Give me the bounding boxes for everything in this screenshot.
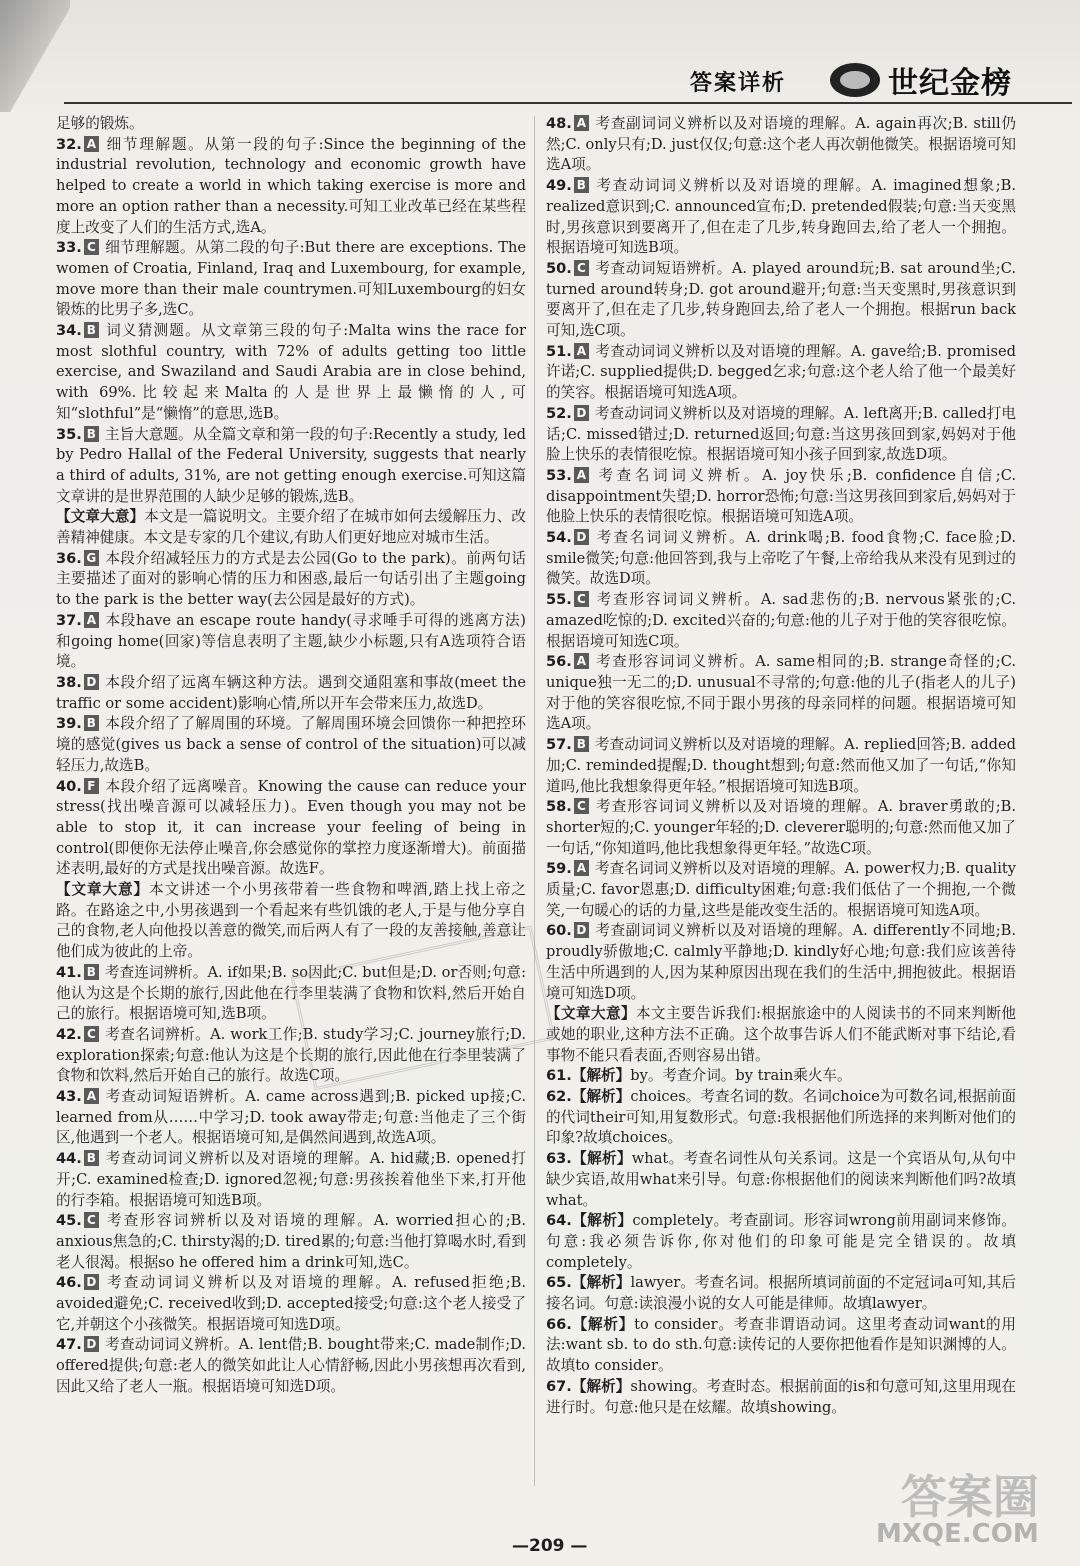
answer-letter-badge: B (574, 736, 589, 752)
answer-letter-badge: C (84, 1026, 99, 1042)
answer-letter-badge: D (574, 405, 589, 421)
analysis-tag: 【解析】 (571, 1150, 632, 1168)
answer-letter-badge: B (84, 1150, 99, 1166)
page-header (0, 0, 1080, 112)
header-rule (64, 102, 1072, 104)
answer-letter-badge: C (574, 591, 589, 607)
answer-letter-badge: G (84, 550, 99, 566)
watermark-top: 答案圈 (900, 1470, 1039, 1524)
explanation-text: completely。考查副词。形容词wrong前用副词来修饰。句意:我必须告诉你,你对他们的印象可能是完全错误的。故填completely。 (546, 1212, 1016, 1271)
answer-item (546, 342, 1016, 404)
answer-letter-badge: D (84, 674, 99, 690)
answer-item (546, 590, 1016, 652)
question-number: 43. (56, 1088, 82, 1106)
answer-item (56, 1335, 526, 1397)
question-number: 41. (56, 963, 82, 981)
explanation-text: 主旨大意题。从全篇文章和第一段的句子:Recently a study, led by Pedro Hallal of the Federal University, suggests that nearly a third of adults, 31%, are not getting enough exercise.可知这篇文章讲的是世界范围的人缺少足够的锻炼,选B。 (56, 425, 526, 505)
explanation-text: 本文讲述一个小男孩带着一些食物和啤酒,踏上找上帝之路。在路途之中,小男孩遇到一个看起来有些饥饿的老人,于是与他分享自己的食物,老人向他投以善意的微笑,而后两人有了一段的友善接触,善意让他们成为彼此的上帝。 (56, 881, 526, 961)
answer-item (56, 549, 526, 611)
answer-item (546, 735, 1016, 797)
answer-item (56, 1087, 526, 1149)
question-number: 45. (56, 1212, 82, 1230)
answer-item (56, 238, 526, 321)
section-tag: 【文章大意】 (56, 508, 145, 526)
watermark-bottom: MXQE.COM (876, 1519, 1039, 1549)
explanation-text: 本段介绍了了解周围的环境。了解周围环境会回馈你一种把控环境的感觉(gives us back a sense of control of the situation)可以减轻压力,故选B。 (56, 715, 526, 774)
answer-item (546, 176, 1016, 259)
question-number: 46. (56, 1274, 82, 1292)
answer-item (546, 1273, 1016, 1314)
question-number: 53. (546, 466, 572, 484)
answer-item (56, 425, 526, 508)
question-number: 50. (546, 259, 572, 277)
question-number: 40. (56, 777, 82, 795)
explanation-text: 考查副词词义辨析以及对语境的理解。A. again再次;B. still仍然;C. only只有;D. just仅仅;句意:这个老人再次朝他微笑。根据语境可知选A项。 (546, 115, 1016, 174)
right-column (546, 114, 1016, 1418)
answer-letter-badge: A (84, 612, 99, 628)
answer-letter-badge: A (84, 1088, 99, 1104)
answer-letter-badge: A (84, 136, 99, 152)
answer-item (546, 114, 1016, 176)
answer-item (56, 1211, 526, 1273)
question-number: 58. (546, 798, 572, 816)
question-number: 48. (546, 115, 572, 132)
explanation-text: 考查动词词义辨析以及对语境的理解。A. imagined想象;B. realized意识到;C. announced宣布;D. pretended假装;句意:当天变黑时,男孩意识到要离开了,但在走了几步,转身跑回去,给了老人一个拥抱。根据语境可知选B项。 (546, 177, 1016, 257)
explanation-text: 考查动词词义辨析以及对语境的理解。A. left离开;B. called打电话;C. missed错过;D. returned返回;句意:当这男孩回到家,妈妈对于他脸上快乐的表情很吃惊。根据语境可知小孩子回到家,故选D项。 (546, 404, 1016, 464)
question-number: 52. (546, 404, 572, 422)
question-number: 65. (546, 1274, 572, 1292)
left-column (56, 114, 526, 1398)
page-corner-fold (0, 0, 70, 112)
summary-item (546, 1004, 1016, 1066)
answer-letter-badge: B (574, 177, 589, 193)
explanation-text: 足够的锻炼。 (56, 115, 144, 132)
answer-item (546, 1377, 1016, 1418)
question-number: 38. (56, 673, 82, 691)
analysis-tag: 【解析】 (571, 1274, 631, 1292)
explanation-text: 考查形容词词义辨析以及对语境的理解。A. braver勇敢的;B. shorter短的;C. younger年轻的;D. cleverer聪明的;句意:然而他又加了一句话,“你知道吗,他比我想象得更年轻。”故选C项。 (546, 798, 1016, 857)
answer-letter-badge: B (84, 964, 99, 980)
answer-item (546, 404, 1016, 466)
explanation-text: 考查名词词义辨析以及对语境的理解。A. power权力;B. quality质量;C. favor恩惠;D. difficulty困难;句意:我们低估了一个拥抱,一个微笑,一句暖心的话的力量,这些是能改变生活的。根据语境可知选A项。 (546, 860, 1016, 919)
explanation-text: 本文主要告诉我们:根据旅途中的人阅读书的不同来判断他或她的职业,这种方法不正确。这个故事告诉人们不能武断对事下结论,看事物不能只看表面,否则容易出错。 (546, 1005, 1016, 1064)
answer-item (546, 921, 1016, 1004)
explanation-text: by。考查介词。by train乘火车。 (630, 1067, 852, 1085)
page-number: —209 — (512, 1536, 588, 1556)
answer-letter-badge: C (574, 260, 589, 276)
answer-letter-badge: C (84, 1212, 99, 1228)
explanation-text: 考查副词词义辨析以及对语境的理解。A. differently不同地;B. proudly骄傲地;C. calmly平静地;D. kindly好心地;句意:我们应该善待生活中所遇到的人,因为某种原因出现在我们的生活中,拥抱彼此。根据语境可知选D项。 (546, 922, 1016, 1002)
answer-item (546, 1149, 1016, 1211)
answer-letter-badge: A (574, 467, 589, 483)
answer-letter-badge: B (84, 426, 99, 442)
analysis-tag: 【解析】 (571, 1067, 631, 1085)
answer-item (546, 859, 1016, 921)
explanation-text: 本文是一篇说明文。主要介绍了在城市如何去缓解压力、改善精神健康。本文是专家的几个建议,有助人们更好地应对城市生活。 (56, 508, 526, 547)
explanation-text: lawyer。考查名词。根据所填词前面的不定冠词a可知,其后接名词。句意:读浪漫小说的女人可能是律师。故填lawyer。 (546, 1274, 1016, 1313)
answer-letter-badge: B (84, 322, 99, 338)
answer-item (56, 673, 526, 714)
question-number: 55. (546, 591, 572, 609)
question-number: 44. (56, 1150, 82, 1168)
explanation-text: 考查形容词词义辨析。A. sad悲伤的;B. nervous紧张的;C. amazed吃惊的;D. excited兴奋的;句意:他的儿子对于他的笑容很吃惊。根据语境可知选C项。 (546, 591, 1016, 650)
explanation-text: 考查名词词义辨析。A. joy快乐;B. confidence自信;C. disappointment失望;D. horror恐怖;句意:当这男孩回到家后,妈妈对于他脸上快乐的表情很吃惊。根据语境可知选A项。 (546, 466, 1016, 526)
header-label: 答案详析 (690, 71, 787, 96)
answer-item (546, 466, 1016, 528)
answer-letter-badge: A (574, 115, 589, 131)
question-number: 39. (56, 715, 82, 733)
answer-item (546, 1066, 1016, 1087)
question-number: 56. (546, 653, 572, 671)
answer-item (546, 1315, 1016, 1377)
brand (830, 58, 1012, 102)
explanation-text: 考查动词词义辨析以及对语境的理解。A. refused拒绝;B. avoided避免;C. received收到;D. accepted接受;句意:这个老人接受了它,并朝这个小孩微笑。根据语境可知选D项。 (56, 1274, 526, 1333)
question-number: 67. (546, 1377, 572, 1395)
question-number: 57. (546, 736, 572, 754)
answer-letter-badge: D (84, 1336, 99, 1352)
answer-item (546, 797, 1016, 859)
explanation-text: choices。考查名词的数。名词choice为可数名词,根据前面的代词their可知,用复数形式。句意:我根据他们所选择的来判断对他们的印象?故填choices。 (546, 1088, 1016, 1147)
summary-item (56, 114, 526, 135)
section-tag: 【文章大意】 (56, 881, 150, 899)
explanation-text: 考查连词辨析。A. if如果;B. so因此;C. but但是;D. or否则;句意:他认为这是个长期的旅行,因此他在行李里装满了食物和饮料,然后开始自己的旅行。根据语境可知,选B项。 (56, 963, 526, 1023)
explanation-text: 本段介绍减轻压力的方式是去公园(Go to the park)。前两句话主要描述了面对的影响心情的压力和困惑,最后一句话引出了主题going to the park is the better way(去公园是最好的方式)。 (56, 549, 526, 609)
question-number: 59. (546, 860, 572, 878)
answer-letter-badge: B (84, 715, 99, 731)
answer-letter-badge: F (84, 778, 99, 794)
explanation-text: 考查名词词义辨析。A. drink喝;B. food食物;C. face脸;D. smile微笑;句意:他回答到,我与上帝吃了午餐,上帝给我从来没有见到过的微笑。故选D项。 (546, 529, 1016, 588)
summary-item (56, 507, 526, 548)
explanation-text: 考查名词辨析。A. work工作;B. study学习;C. journey旅行;D. exploration探索;句意:他认为这是个长期的旅行,因此他在行李里装满了食物和饮料,然后开始自己的旅行。故选C项。 (56, 1025, 526, 1085)
question-number: 62. (546, 1088, 572, 1106)
explanation-text: 考查动词词义辨析以及对语境的理解。A. hid藏;B. opened打开;C. examined检查;D. ignored忽视;句意:男孩挨着他坐下来,打开他的行李箱。根据语境可知选B项。 (56, 1150, 526, 1209)
question-number: 64. (546, 1212, 572, 1230)
analysis-tag: 【解析】 (571, 1212, 633, 1230)
explanation-text: showing。考查时态。根据前面的is和句意可知,这里用现在进行时。句意:他只是在炫耀。故填showing。 (546, 1377, 1016, 1416)
explanation-text: 考查形容词词义辨析。A. same相同的;B. strange奇怪的;C. unique独一无二的;D. unusual不寻常的;句意:他的儿子(指老人的儿子)对于他的笑容很吃惊,不同于跟小男孩的母亲同样的问题。根据语境可知选A项。 (546, 653, 1016, 733)
answer-letter-badge: A (574, 653, 589, 669)
explanation-text: 考查动词短语辨析。A. came across遇到;B. picked up接;C. learned from从……中学习;D. took away带走;句意:当他走了三个街区,他遇到一个老人。根据语境可知,是偶然间遇到,故选A项。 (56, 1088, 526, 1147)
answer-item (546, 259, 1016, 342)
analysis-tag: 【解析】 (571, 1315, 635, 1333)
answer-item (546, 1211, 1016, 1273)
answer-item (56, 611, 526, 673)
answer-letter-badge: D (574, 922, 589, 938)
explanation-text: 考查动词词义辨析。A. lent借;B. bought带来;C. made制作;D. offered提供;句意:老人的微笑如此让人心情舒畅,因此小男孩想再次看到,因此又给了老人一瓶。根据语境可知选D项。 (56, 1336, 526, 1395)
answer-letter-badge: D (84, 1274, 99, 1290)
answer-item (546, 528, 1016, 590)
question-number: 61. (546, 1067, 572, 1085)
question-number: 49. (546, 177, 572, 195)
answer-item (546, 652, 1016, 735)
question-number: 47. (56, 1336, 82, 1354)
question-number: 66. (546, 1315, 572, 1333)
answer-item (56, 714, 526, 776)
question-number: 42. (56, 1025, 82, 1043)
question-number: 63. (546, 1150, 572, 1168)
explanation-text: 本段have an escape route handy(寻求唾手可得的逃离方法)和going home(回家)等信息表明了主题,缺少小标题,只有A选项符合语境。 (56, 611, 526, 671)
question-number: 51. (546, 342, 572, 360)
explanation-text: 考查动词短语辨析。A. played around玩;B. sat around坐;C. turned around转身;D. got around避开;句意:当天变黑时,男孩意识到要离开了,但在走了几步,转身跑回去,给了老人一个拥抱。根据run back可知,选C项。 (546, 259, 1016, 340)
explanation-text: 考查动词词义辨析以及对语境的理解。A. replied回答;B. added加;C. reminded提醒;D. thought想到;句意:然而他又加了一句话,“你知道吗,他比我想象得更年轻。”根据语境可知选B项。 (546, 736, 1016, 795)
explanation-text: 本段介绍了远离车辆这种方法。遇到交通阻塞和事故(meet the traffic or some accident)影响心情,所以开车会带来压力,故选D。 (56, 673, 526, 712)
question-number: 33. (56, 239, 82, 257)
question-number: 34. (56, 322, 82, 340)
explanation-text: 词义猜测题。从文章第三段的句子:Malta wins the race for most slothful country, with 72% of adults getting too little exercise, and Swaziland and Saudi Arabia are in close behind, with 69%.比较起来Malta的人是世界上最懒惰的人,可知“slothful”是“懒惰”的意思,选B。 (56, 322, 526, 422)
question-number: 35. (56, 425, 82, 443)
explanation-text: 细节理解题。从第二段的句子:But there are exceptions. The women of Croatia, Finland, Iraq and Luxembourg, for example, move more than their male countrymen.可知Luxembourg的妇女锻炼的比男子多,选C。 (56, 239, 526, 319)
explanation-text: 本段介绍了远离噪音。Knowing the cause can reduce your stress(找出噪音源可以减轻压力)。Even though you may not be able to stop it, it can increase your feeling of being in control(即便你无法停止噪音,你会感觉你的掌控力度逐渐增大)。前面描述表明,最好的方式是找出噪音源。故选F。 (56, 777, 526, 878)
explanation-text: what。考查名词性从句关系词。这是一个宾语从句,从句中缺少宾语,故用what来引导。句意:你根据他们的阅读来判断他们吗?故填what。 (546, 1150, 1016, 1209)
explanation-text: 细节理解题。从第一段的句子:Since the beginning of the industrial revolution, technology and economic growth have helped to create a world in which taking exercise is more and more an option rather than a necessity.可知工业改革已经在某些程度上改变了人们的生活方式,选A。 (56, 135, 526, 236)
answer-item (56, 135, 526, 239)
explanation-text: to consider。考查非谓语动词。这里考查动词want的用法:want sb. to do sth.句意:读传记的人要你把他看作是知识渊博的人。故填to consider。 (546, 1315, 1016, 1375)
explanation-text: 考查形容词辨析以及对语境的理解。A. worried担心的;B. anxious焦急的;C. thirsty渴的;D. tired累的;句意:当他打算喝水时,看到老人很渴。根据so he offered him a drink可知,选C。 (56, 1212, 526, 1271)
column-divider (534, 116, 535, 1486)
answer-item (56, 777, 526, 881)
answer-item (56, 1149, 526, 1211)
answer-item (56, 1273, 526, 1335)
brand-name: 世纪金榜 (888, 66, 1012, 101)
answer-letter-badge: C (84, 239, 99, 255)
question-number: 54. (546, 529, 572, 547)
question-number: 36. (56, 549, 82, 567)
site-watermark (876, 1470, 1039, 1549)
analysis-tag: 【解析】 (571, 1377, 631, 1395)
question-number: 32. (56, 135, 82, 153)
answer-item (56, 321, 526, 425)
analysis-tag: 【解析】 (571, 1088, 631, 1106)
answer-letter-badge: A (574, 343, 589, 359)
answer-letter-badge: D (574, 529, 589, 545)
brand-logo-icon (830, 63, 880, 97)
question-number: 60. (546, 922, 572, 940)
answer-item (546, 1087, 1016, 1149)
section-tag: 【文章大意】 (546, 1005, 637, 1023)
answer-letter-badge: A (574, 860, 589, 876)
question-number: 37. (56, 611, 82, 629)
answer-letter-badge: C (574, 798, 589, 814)
explanation-text: 考查动词词义辨析以及对语境的理解。A. gave给;B. promised许诺;C. supplied提供;D. begged乞求;句意:这个老人给了他一个最美好的笑容。根据语境可知选A项。 (546, 342, 1016, 402)
